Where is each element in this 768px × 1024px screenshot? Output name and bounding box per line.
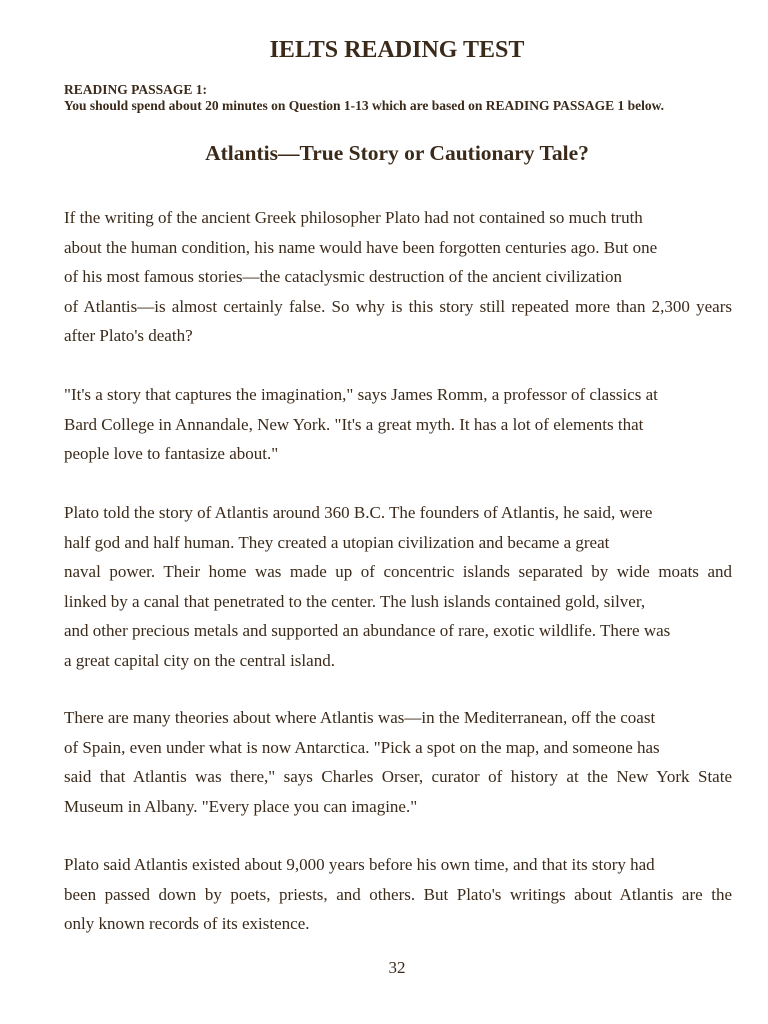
- paragraph-line: of Spain, even under what is now Antarctica. "Pick a spot on the map, and someone has: [64, 737, 660, 757]
- paragraph-1: [64, 208, 732, 356]
- paragraph-line: and other precious metals and supported an abundance of rare, exotic wildlife. There was: [64, 621, 671, 640]
- article-title: Atlantis—True Story or Cautionary Tale?: [205, 141, 589, 165]
- page-number: 32: [388, 958, 406, 977]
- paragraph-line: There are many theories about where Atlantis was—in the Mediterranean, off the coast: [64, 708, 656, 727]
- paragraph-line: said that Atlantis was there," says Charles Orser, curator of history at the New York State: [64, 767, 732, 786]
- paragraph-line: Museum in Albany. "Every place you can imagine.": [64, 796, 418, 816]
- paragraph-line: If the writing of the ancient Greek philosopher Plato had not contained so much truth: [64, 208, 643, 227]
- paragraph-line: of Atlantis—is almost certainly false. So why is this story still repeated more than 2,300 years: [64, 296, 732, 316]
- paragraph-line: half god and half human. They created a utopian civilization and became a great: [64, 532, 610, 552]
- paragraph-line: of his most famous stories—the cataclysmic destruction of the ancient civilization: [64, 267, 623, 286]
- paragraph-line: naval power. Their home was made up of concentric islands separated by wide moats and: [64, 562, 732, 581]
- paragraph-line: only known records of its existence.: [64, 914, 310, 933]
- paragraph-line: Bard College in Annandale, New York. "It's a great myth. It has a lot of elements that: [64, 414, 644, 434]
- paragraph-line: Plato told the story of Atlantis around 360 B.C. The founders of Atlantis, he said, were: [64, 503, 653, 522]
- paragraph-5: [64, 855, 732, 944]
- paragraph-line: "It's a story that captures the imagination," says James Romm, a professor of classics at: [64, 385, 658, 404]
- paragraph-3: [64, 503, 732, 680]
- page-title: IELTS READING TEST: [269, 37, 525, 63]
- paragraph-line: been passed down by poets, priests, and others. But Plato's writings about Atlantis are the: [64, 884, 732, 904]
- paragraph-2: [64, 385, 732, 474]
- paragraph-4: [64, 708, 732, 826]
- paragraph-line: linked by a canal that penetrated to the center. The lush islands contained gold, silver,: [64, 591, 646, 611]
- paragraph-line: about the human condition, his name would have been forgotten centuries ago. But one: [64, 237, 658, 257]
- paragraph-line: Plato said Atlantis existed about 9,000 years before his own time, and that its story had: [64, 855, 655, 874]
- paragraph-line: people love to fantasize about.": [64, 444, 279, 463]
- paragraph-line: a great capital city on the central island.: [64, 650, 335, 670]
- paragraph-line: after Plato's death?: [64, 326, 193, 345]
- instruction-text: You should spend about 20 minutes on Question 1-13 which are based on READING PASSAGE 1 below.: [64, 98, 665, 113]
- passage-label: READING PASSAGE 1:: [64, 82, 208, 97]
